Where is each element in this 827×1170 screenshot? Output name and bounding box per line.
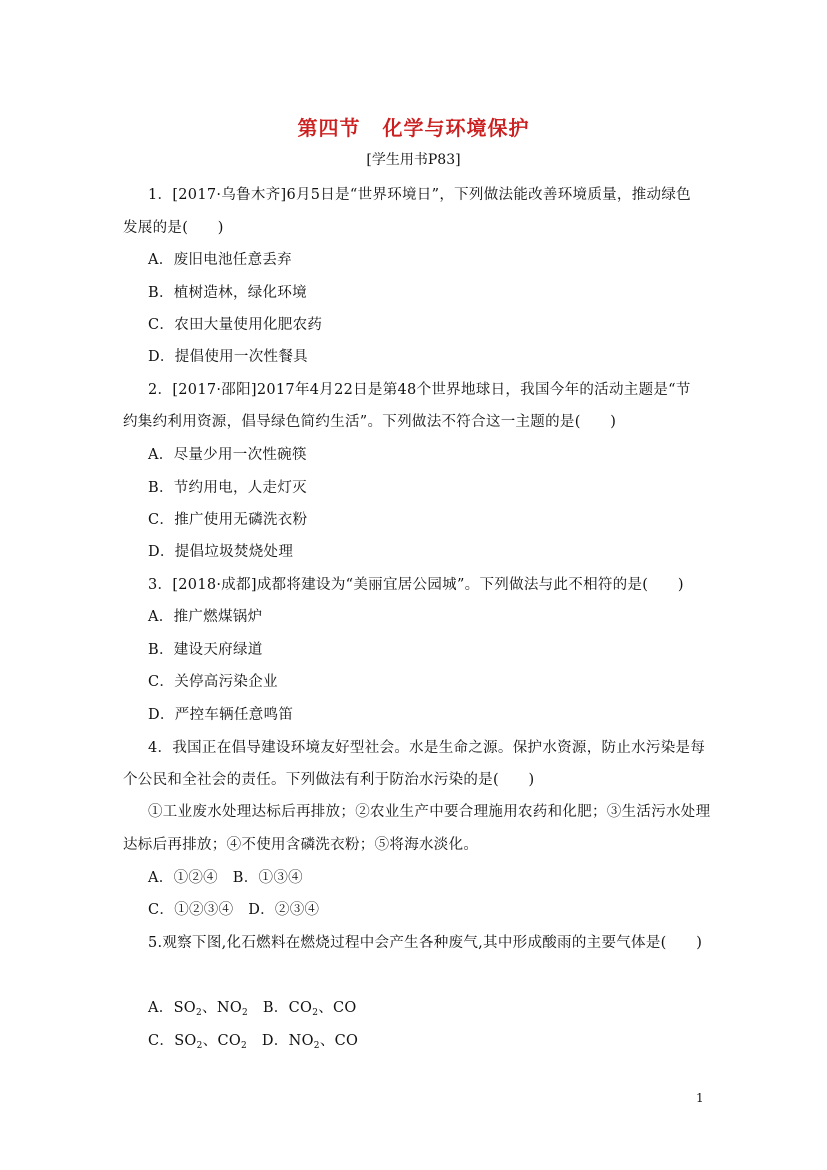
q2-option-a: A．尽量少用一次性碗筷	[148, 447, 307, 463]
subscript: 2	[196, 1008, 203, 1018]
q4-options-row-1: A．①②④ B．①③④	[148, 870, 303, 886]
q2-stem-line-1: 2．[2017·邵阳]2017年4月22日是第48个世界地球日，我国今年的活动主题是“节	[148, 382, 691, 398]
q4-stem-line-2: 个公民和全社会的责任。下列做法有利于防治水污染的是( )	[123, 772, 535, 788]
q5-option-c-text-1: C．SO	[148, 1033, 197, 1049]
textbook-reference: [学生用书P83]	[366, 152, 461, 168]
q5-options-row-2	[148, 1029, 358, 1051]
q5-stem-line-1: 5.观察下图,化石燃料在燃烧过程中会产生各种废气,其中形成酸雨的主要气体是( )	[148, 935, 703, 951]
q4-statement-line-1: ①工业废水处理达标后再排放；②农业生产中要合理施用农药和化肥；③生活污水处理	[148, 804, 711, 820]
q2-option-c: C．推广使用无磷洗衣粉	[148, 512, 308, 528]
q2-option-b: B．节约用电，人走灯灭	[148, 480, 307, 496]
q1-option-c: C．农田大量使用化肥农药	[148, 317, 323, 333]
subscript: 2	[242, 1008, 249, 1018]
section-topic: 化学与环境保护	[382, 116, 530, 140]
q4-statement-line-2: 达标后再排放；④不使用含磷洗衣粉；⑤将海水淡化。	[123, 837, 479, 853]
subscript: 2	[241, 1041, 248, 1051]
q3-option-c: C．关停高污染企业	[148, 674, 278, 690]
q1-option-d: D．提倡使用一次性餐具	[148, 349, 308, 365]
section-title	[0, 112, 827, 141]
page-number: 1	[696, 1091, 704, 1105]
q4-options-row-2: C．①②③④ D．②③④	[148, 902, 320, 918]
q3-option-d: D．严控车辆任意鸣笛	[148, 707, 294, 723]
subscript: 2	[196, 1041, 203, 1051]
q5-option-d-text-2: 、CO	[319, 1033, 359, 1049]
q1-option-b: B．植树造林，绿化环境	[148, 285, 307, 301]
subscript: 2	[312, 1008, 319, 1018]
q5-option-a-text-1: A．SO	[148, 1000, 196, 1016]
q3-option-b: B．建设天府绿道	[148, 642, 263, 658]
q3-option-a: A．推广燃煤锅炉	[148, 609, 263, 625]
q1-stem-line-1: 1．[2017·乌鲁木齐]6月5日是“世界环境日”，下列做法能改善环境质量，推动绿色	[148, 187, 691, 203]
q5-option-c-text-2: 、CO	[202, 1033, 242, 1049]
q5-option-b-text-2: 、CO	[318, 1000, 357, 1016]
q5-option-a-text-2: 、NO	[202, 1000, 243, 1016]
q2-option-d: D．提倡垃圾焚烧处理	[148, 544, 294, 560]
q5-option-d-text-1: D．NO	[247, 1033, 314, 1049]
q1-option-a: A．废旧电池任意丢弃	[148, 252, 292, 268]
q5-option-b-text-1: B．CO	[248, 1000, 313, 1016]
q4-stem-line-1: 4．我国正在倡导建设环境友好型社会。水是生命之源。保护水资源，防止水污染是每	[148, 740, 706, 756]
q3-stem-line-1: 3．[2018·成都]成都将建设为“美丽宜居公园城”。下列做法与此不相符的是( )	[148, 577, 684, 593]
q5-options-row-1	[148, 996, 357, 1018]
section-number: 第四节	[297, 116, 361, 140]
q2-stem-line-2: 约集约利用资源，倡导绿色简约生活”。下列做法不符合这一主题的是( )	[123, 414, 617, 430]
q1-stem-line-2: 发展的是( )	[123, 220, 224, 236]
subscript: 2	[313, 1041, 320, 1051]
